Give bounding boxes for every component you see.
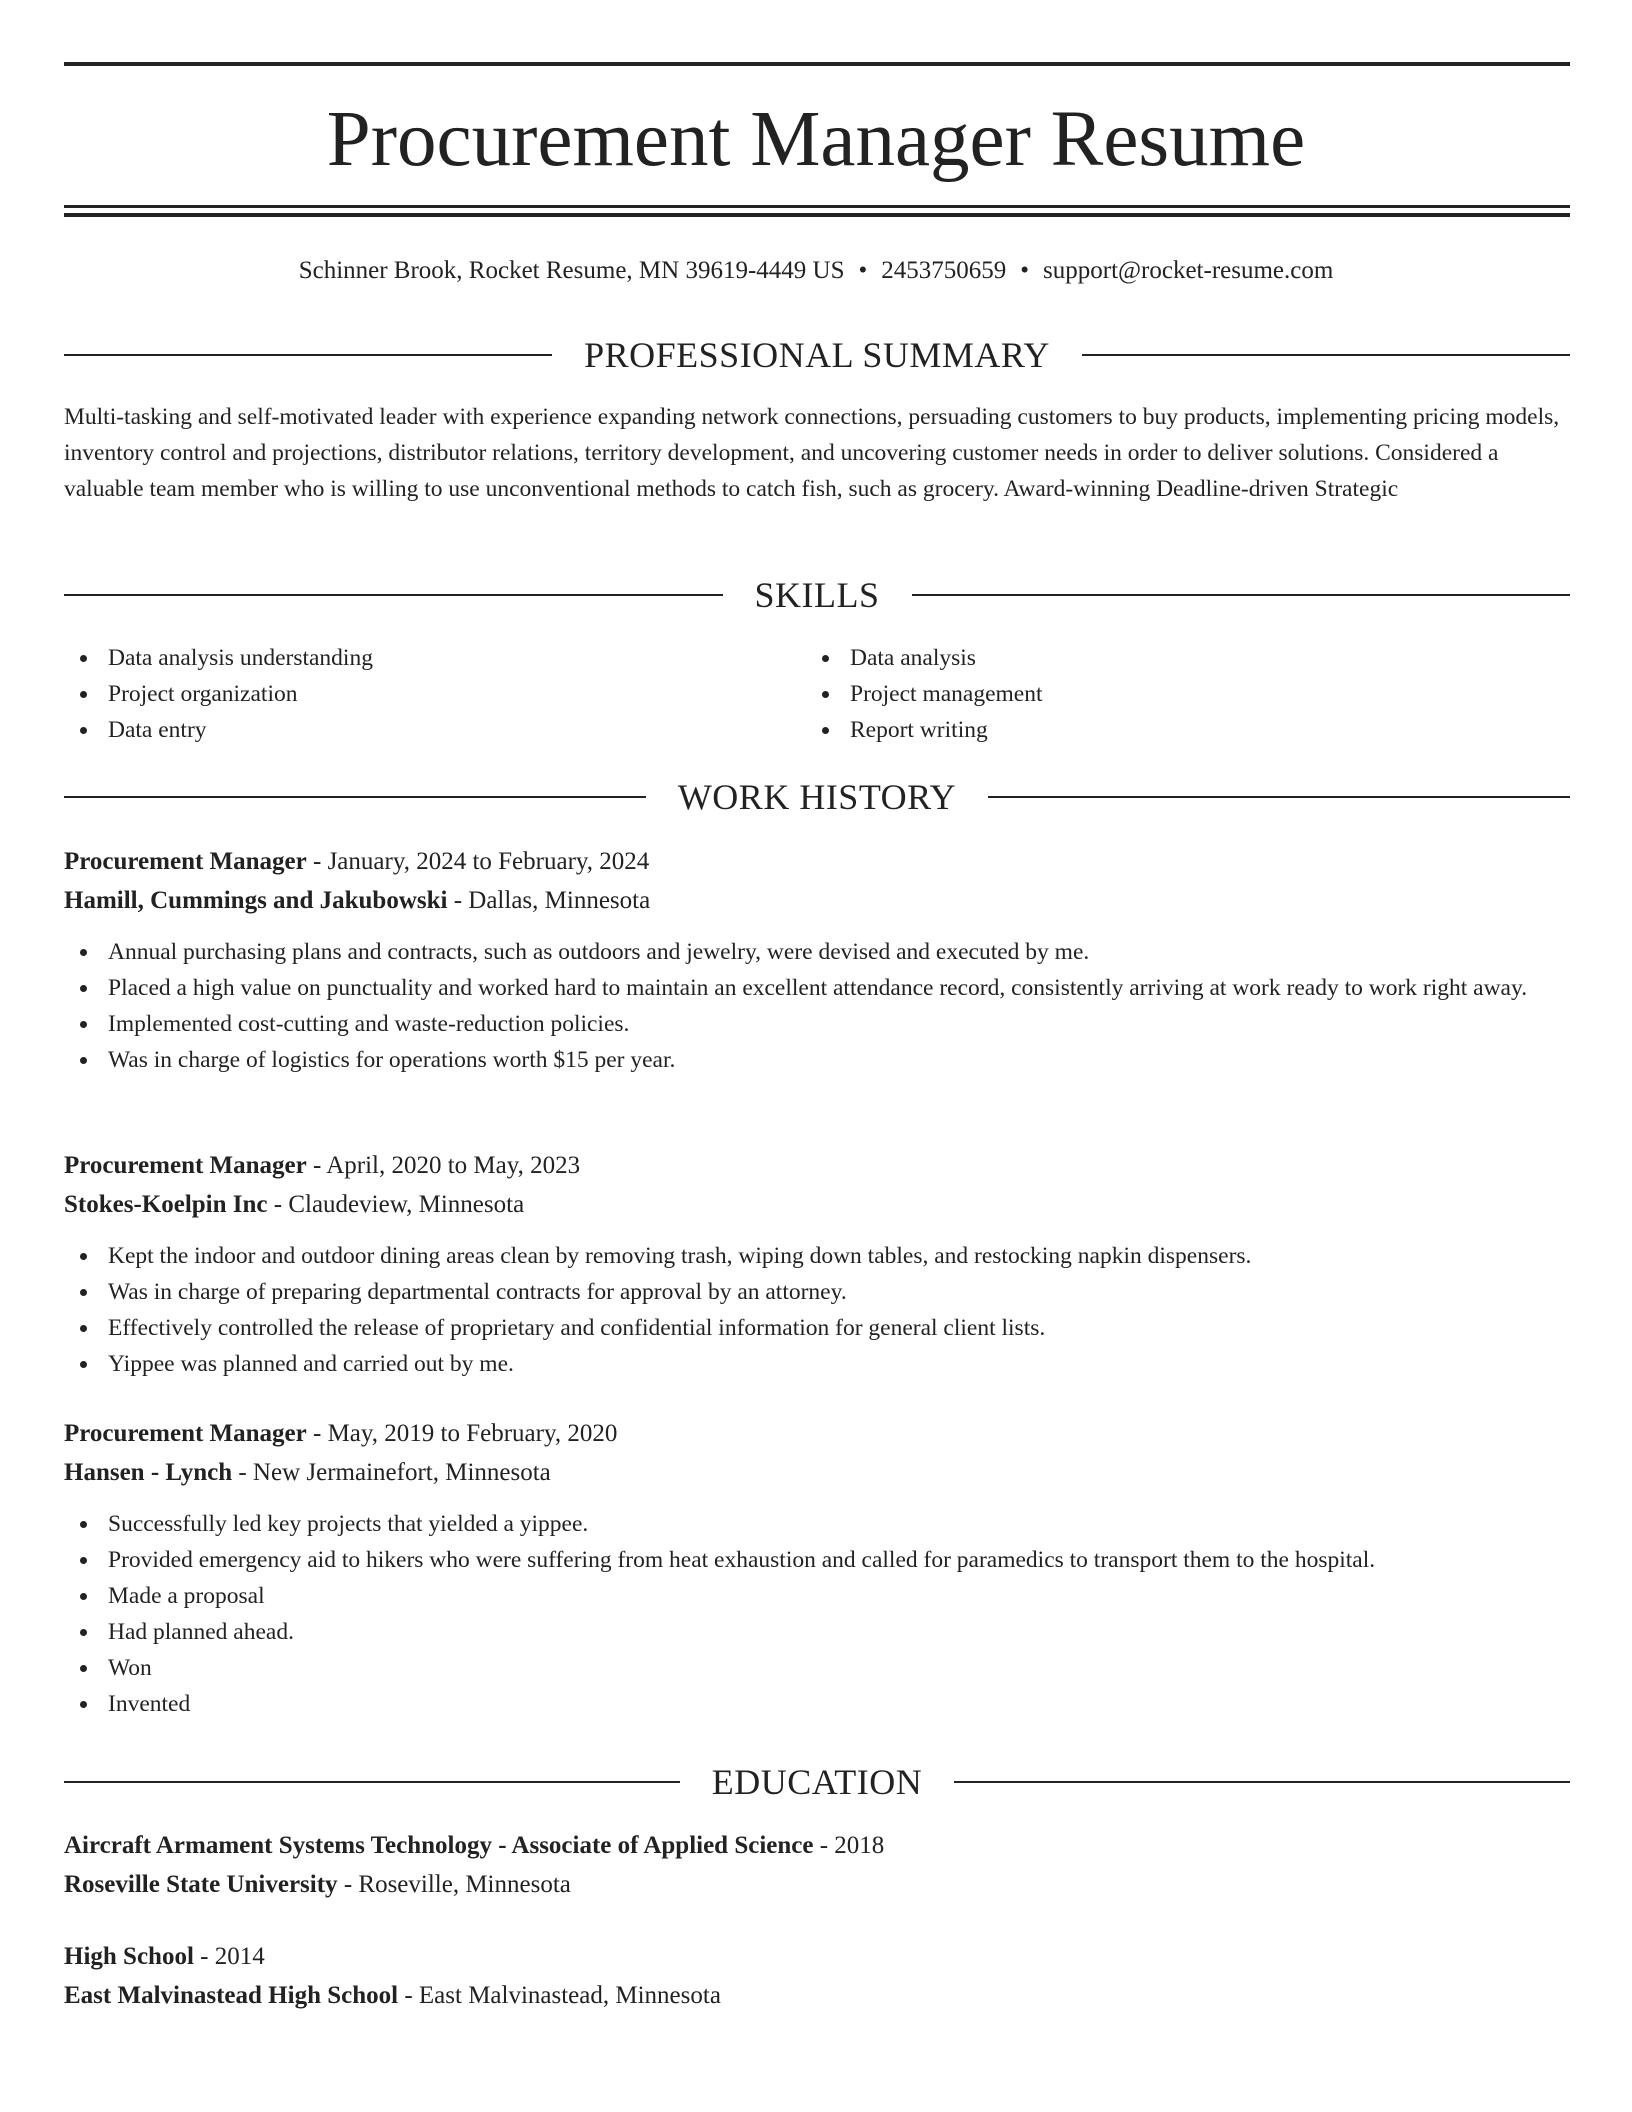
contact-separator: • xyxy=(1020,257,1030,284)
heading-rule-left xyxy=(64,1781,680,1783)
contact-separator: • xyxy=(858,257,868,284)
job-bullet: Successfully led key projects that yielded a yippee. xyxy=(64,1506,1570,1542)
job-title-line xyxy=(64,1414,1570,1453)
section-title: EDUCATION xyxy=(711,1762,923,1802)
section-heading-work-history xyxy=(64,772,1570,822)
job-bullet: Yippee was planned and carried out by me. xyxy=(64,1346,1570,1382)
skill-item: Report writing xyxy=(806,712,1506,748)
job-bullet: Was in charge of preparing departmental contracts for approval by an attorney. xyxy=(64,1274,1570,1310)
job-title-line xyxy=(64,1146,1570,1185)
education-location: - East Malvinastead, Minnesota xyxy=(398,1982,721,2009)
contact-email: support@rocket-resume.com xyxy=(1043,257,1334,284)
education-school-line xyxy=(64,1976,1570,2015)
job-location: - Dallas, Minnesota xyxy=(447,887,651,914)
education-school: Roseville State University xyxy=(64,1871,338,1898)
skill-item: Project organization xyxy=(64,676,764,712)
heading-rule-right xyxy=(912,594,1571,596)
job-dates: - January, 2024 to February, 2024 xyxy=(306,848,650,875)
heading-rule-left xyxy=(64,796,646,798)
job-bullet: Won xyxy=(64,1650,1570,1686)
job-entry xyxy=(64,1414,1570,1722)
job-bullet: Invented xyxy=(64,1686,1570,1722)
contact-line xyxy=(0,253,1632,289)
title-bottom-rule-1 xyxy=(64,205,1570,208)
education-degree-line xyxy=(64,1826,1570,1865)
education-entry xyxy=(64,1937,1570,2015)
job-bullet: Kept the indoor and outdoor dining areas clean by removing trash, wiping down tables, and restocking napkin dispensers. xyxy=(64,1238,1570,1274)
job-location: - Claudeview, Minnesota xyxy=(267,1191,525,1218)
job-company-line xyxy=(64,1453,1570,1492)
education-degree-line xyxy=(64,1937,1570,1976)
skill-item: Data analysis xyxy=(806,640,1506,676)
job-company: Stokes-Koelpin Inc xyxy=(64,1191,268,1218)
job-bullets xyxy=(64,1506,1570,1722)
skills-list-left xyxy=(64,640,764,748)
job-bullet: Had planned ahead. xyxy=(64,1614,1570,1650)
job-company: Hamill, Cummings and Jakubowski xyxy=(64,887,448,914)
job-title: Procurement Manager xyxy=(64,848,307,875)
education-degree: High School xyxy=(64,1943,194,1970)
education-entry xyxy=(64,1826,1570,1904)
education-degree: Aircraft Armament Systems Technology - Associate of Applied Science xyxy=(64,1832,814,1859)
education-year: - 2014 xyxy=(193,1943,265,1970)
title-bottom-rule-2 xyxy=(64,213,1570,217)
section-title: WORK HISTORY xyxy=(677,777,957,817)
job-title: Procurement Manager xyxy=(64,1152,307,1179)
skill-item: Project management xyxy=(806,676,1506,712)
job-dates: - April, 2020 to May, 2023 xyxy=(306,1152,581,1179)
job-bullet: Annual purchasing plans and contracts, such as outdoors and jewelry, were devised and executed by me. xyxy=(64,934,1570,970)
job-bullet: Implemented cost-cutting and waste-reduction policies. xyxy=(64,1006,1570,1042)
section-heading-summary xyxy=(64,330,1570,380)
job-bullet: Effectively controlled the release of proprietary and confidential information for general client lists. xyxy=(64,1310,1570,1346)
job-location: - New Jermainefort, Minnesota xyxy=(232,1459,551,1486)
job-bullet: Provided emergency aid to hikers who were suffering from heat exhaustion and called for paramedics to transport them to the hospital. xyxy=(64,1542,1570,1578)
education-year: - 2018 xyxy=(813,1832,885,1859)
job-company: Hansen - Lynch xyxy=(64,1459,233,1486)
section-heading-education xyxy=(64,1757,1570,1807)
job-entry xyxy=(64,1146,1570,1382)
resume-title: Procurement Manager Resume xyxy=(326,96,1306,183)
job-bullet: Was in charge of logistics for operations worth $15 per year. xyxy=(64,1042,1570,1078)
job-title: Procurement Manager xyxy=(64,1420,307,1447)
section-title: SKILLS xyxy=(754,575,880,615)
education-location: - Roseville, Minnesota xyxy=(337,1871,571,1898)
title-top-rule xyxy=(64,62,1570,66)
skill-item: Data analysis understanding xyxy=(64,640,764,676)
job-bullets xyxy=(64,934,1570,1078)
summary-text: Multi-tasking and self-motivated leader with experience expanding network connections, persuading customers to buy products, implementing pricing models, inventory control and projections, distributor relations, territory development, and uncovering customer needs in order to deliver solutions. Considered a valuable team member who is willing to use unconventional methods to catch fish, such as grocery. Award-winning Deadline-driven Strategic xyxy=(64,404,1560,502)
job-bullets xyxy=(64,1238,1570,1382)
education-school-line xyxy=(64,1865,1570,1904)
contact-address: Schinner Brook, Rocket Resume, MN 39619-4449 US xyxy=(298,257,845,284)
section-heading-skills xyxy=(64,570,1570,620)
job-title-line xyxy=(64,842,1570,881)
education-school: East Malvinastead High School xyxy=(64,1982,399,2009)
contact-phone: 2453750659 xyxy=(881,257,1007,284)
job-bullet: Placed a high value on punctuality and worked hard to maintain an excellent attendance record, consistently arriving at work ready to work right away. xyxy=(64,970,1570,1006)
job-entry xyxy=(64,842,1570,1078)
heading-rule-left xyxy=(64,594,723,596)
heading-rule-left xyxy=(64,354,552,356)
job-company-line xyxy=(64,881,1570,920)
heading-rule-right xyxy=(988,796,1570,798)
job-dates: - May, 2019 to February, 2020 xyxy=(306,1420,618,1447)
heading-rule-right xyxy=(1082,354,1570,356)
skill-item: Data entry xyxy=(64,712,764,748)
heading-rule-right xyxy=(954,1781,1570,1783)
section-title: PROFESSIONAL SUMMARY xyxy=(584,335,1050,375)
job-company-line xyxy=(64,1185,1570,1224)
job-bullet: Made a proposal xyxy=(64,1578,1570,1614)
skills-list-right xyxy=(806,640,1506,748)
